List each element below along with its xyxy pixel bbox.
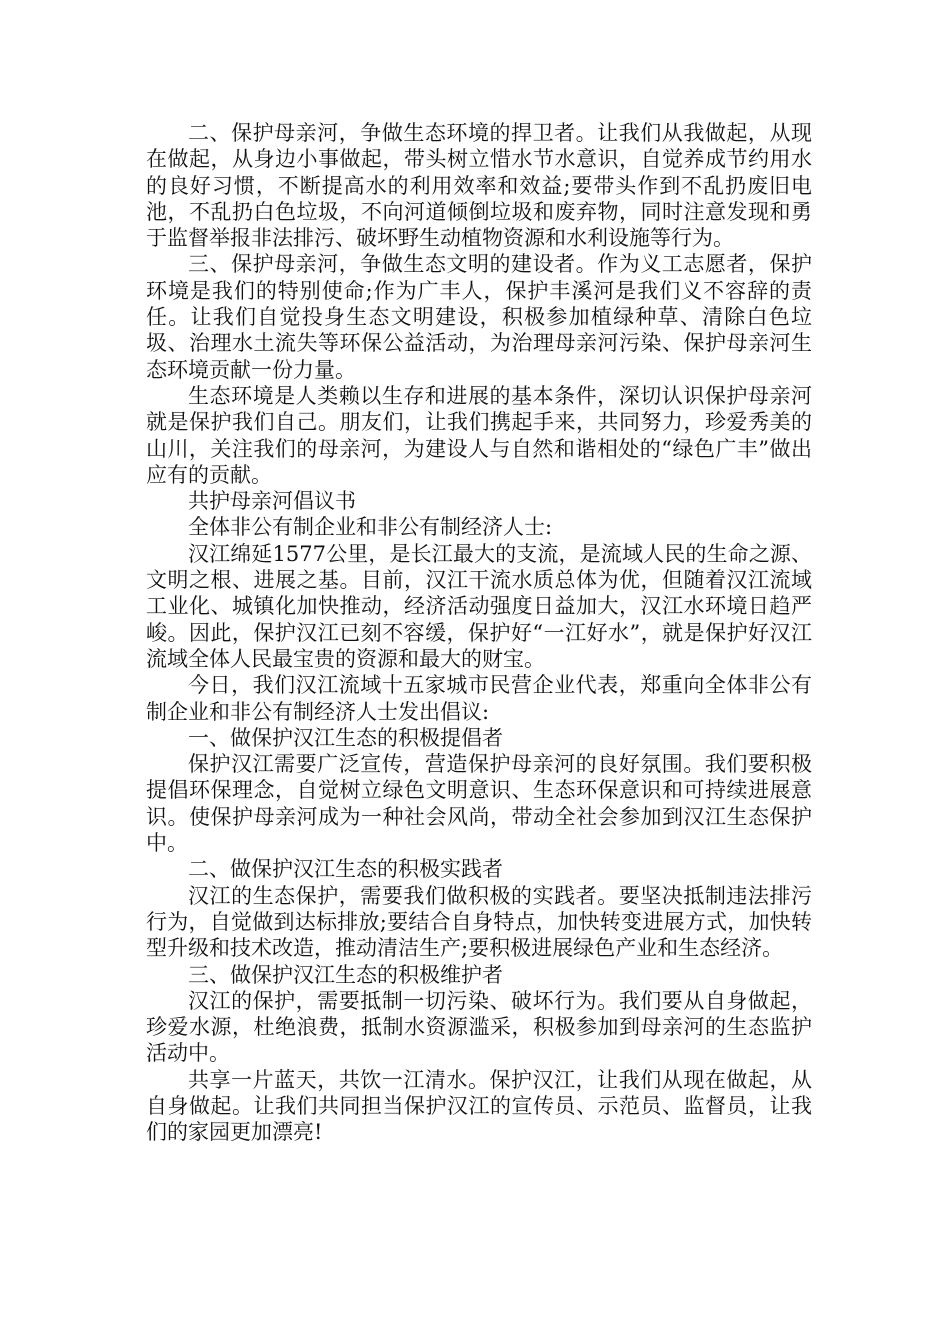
- salutation: 全体非公有制企业和非公有制经济人士:: [188, 515, 553, 540]
- paragraph: 今日，我们汉江流域十五家城市民营企业代表，郑重向全体非公有制企业和非公有制经济人士发出倡议:: [146, 673, 812, 724]
- section-heading: 二、做保护汉江生态的积极实践者: [188, 857, 503, 882]
- section-heading: 一、做保护汉江生态的积极提倡者: [188, 725, 503, 750]
- paragraph: 三、保护母亲河，争做生态文明的建设者。作为义工志愿者，保护环境是我们的特别使命;作为广丰人，保护丰溪河是我们义不容辞的责任。让我们自觉投身生态文明建设，积极参加植绿种草、清除白色垃圾、治理水土流失等环保公益活动，为治理母亲河污染、保护母亲河生态环境贡献一份力量。: [146, 252, 812, 382]
- paragraph: 保护汉江需要广泛宣传，营造保护母亲河的良好氛围。我们要积极提倡环保理念，自觉树立绿色文明意识、生态环保意识和可持续进展意识。使保护母亲河成为一种社会风尚，带动全社会参加到汉江生态保护中。: [146, 752, 812, 856]
- paragraph: 生态环境是人类赖以生存和进展的基本条件，深切认识保护母亲河就是保护我们自己。朋友们，让我们携起手来，共同努力，珍爱秀美的山川，关注我们的母亲河，为建设人与自然和谐相处的“绿色广丰”做出应有的贡献。: [146, 383, 812, 487]
- paragraph: 汉江的生态保护，需要我们做积极的实践者。要坚决抵制违法排污行为，自觉做到达标排放;要结合自身特点，加快转变进展方式，加快转型升级和技术改造，推动清洁生产;要积极进展绿色产业和生态经济。: [146, 883, 812, 961]
- document-page: [146, 120, 812, 1146]
- paragraph: 二、保护母亲河，争做生态环境的捍卫者。让我们从我做起，从现在做起，从身边小事做起，带头树立惜水节水意识，自觉养成节约用水的良好习惯，不断提高水的利用效率和效益;要带头作到不乱扔废旧电池，不乱扔白色垃圾，不向河道倾倒垃圾和废弃物，同时注意发现和勇于监督举报非法排污、破坏野生动植物资源和水利设施等行为。: [146, 121, 812, 251]
- paragraph: 汉江的保护，需要抵制一切污染、破坏行为。我们要从自身做起，珍爱水源，杜绝浪费，抵制水资源滥采，积极参加到母亲河的生态监护活动中。: [146, 988, 812, 1066]
- paragraph: 汉江绵延1577公里，是长江最大的支流，是流域人民的生命之源、文明之根、进展之基。目前，汉江干流水质总体为优，但随着汉江流域工业化、城镇化加快推动，经济活动强度日益加大，汉江水环境日趋严峻。因此，保护汉江已刻不容缓，保护好“一江好水”，就是保护好汉江流域全体人民最宝贵的资源和最大的财宝。: [146, 541, 812, 671]
- section-heading: 三、做保护汉江生态的积极维护者: [188, 962, 503, 987]
- paragraph: 共享一片蓝天，共饮一江清水。保护汉江，让我们从现在做起，从自身做起。让我们共同担当保护汉江的宣传员、示范员、监督员，让我们的家园更加漂亮!: [146, 1067, 812, 1145]
- heading-title: 共护母亲河倡议书: [188, 489, 356, 514]
